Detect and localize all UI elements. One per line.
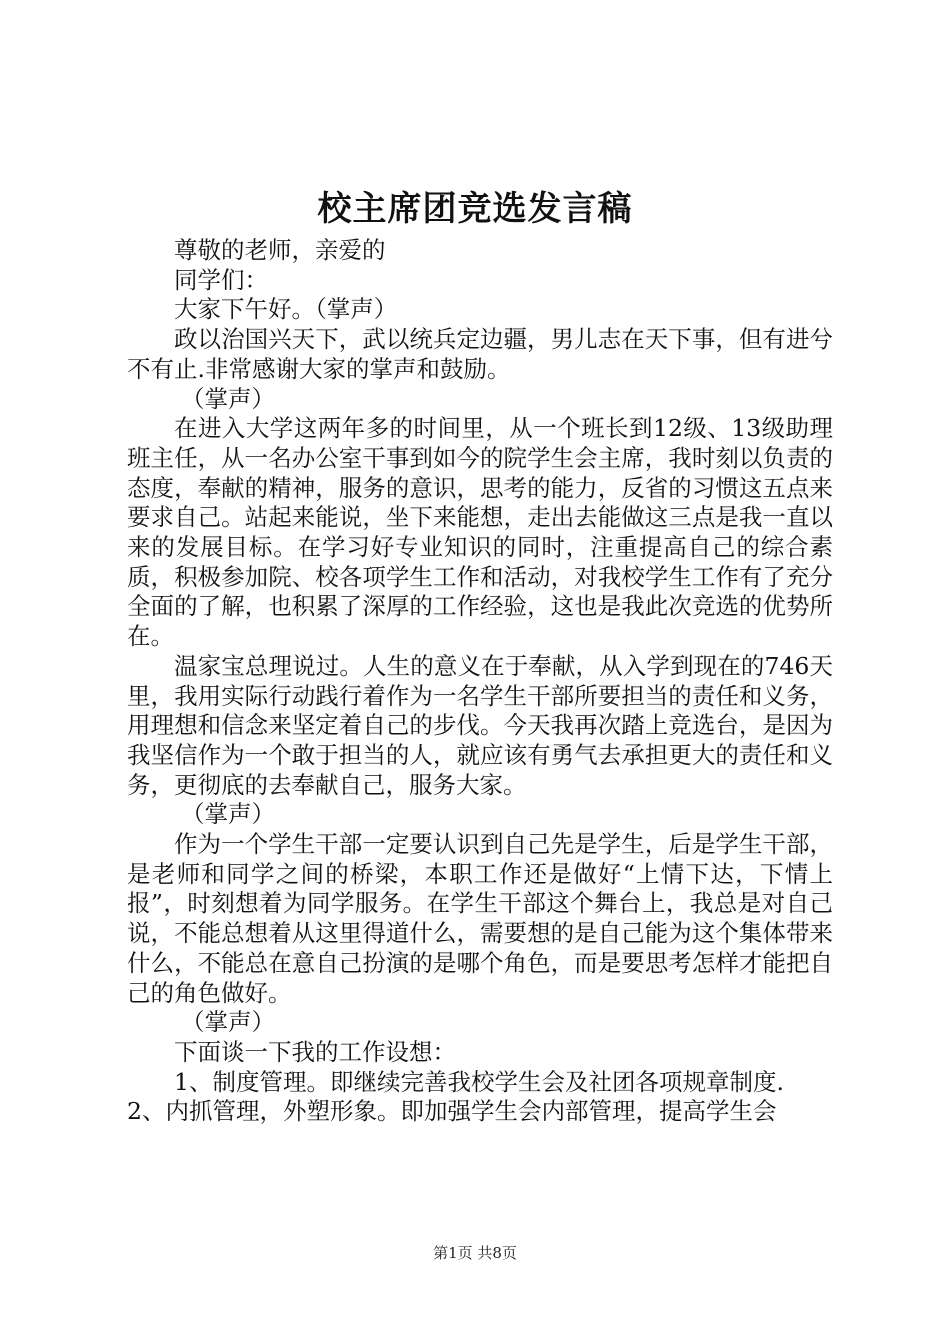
paragraph-applause: （掌声） — [181, 384, 276, 413]
paragraph-plan-item-2: 2、内抓管理，外塑形象。即加强学生会内部管理，提高学生会 — [127, 1097, 777, 1126]
document-title: 校主席团竞选发言稿 — [317, 189, 633, 229]
paragraph-opening: 政以治国兴天下，武以统兵定边疆，男儿志在天下事，但有进兮不有止.非常感谢大家的掌声和鼓励。 — [127, 325, 833, 383]
paragraph-salutation-2: 同学们： — [174, 265, 268, 294]
paragraph-salutation-1: 尊敬的老师，亲爱的 — [174, 236, 386, 264]
paragraph-plan-intro: 下面谈一下我的工作设想： — [174, 1037, 456, 1066]
paragraph-dedication: 温家宝总理说过。人生的意义在于奉献，从入学到现在的746天里，我用实际行动践行着作为一名学生干部所要担当的责任和义务，用理想和信念来坚定着自己的步伐。今天我再次踏上竞选台，是因为我坚信作为一个敢于担当的人，就应该有勇气去承担更大的责任和义务，更彻底的去奉献自己，服务大家。 — [127, 651, 833, 799]
document-body — [127, 236, 833, 1127]
paragraph-greeting: 大家下午好。（掌声） — [174, 295, 398, 324]
paragraph-experience: 在进入大学这两年多的时间里，从一个班长到12级、13级助理班主任，从一名办公室干事到如今的院学生会主席，我时刻以负责的态度，奉献的精神，服务的意识，思考的能力，反省的习惯这五点来要求自己。站起来能说，坐下来能想，走出去能做这三点是我一直以来的发展目标。在学习好专业知识的同时，注重提高自己的综合素质，积极参加院、校各项学生工作和活动，对我校学生工作有了充分全面的了解，也积累了深厚的工作经验，这也是我此次竞选的优势所在。 — [127, 414, 833, 651]
paragraph-role: 作为一个学生干部一定要认识到自己先是学生，后是学生干部，是老师和同学之间的桥梁，本职工作还是做好“上情下达，下情上报”，时刻想着为同学服务。在学生干部这个舞台上，我总是对自己说，不能总想着从这里得道什么，需要想的是自己能为这个集体带来什么，不能总在意自己扮演的是哪个角色，而是要思考怎样才能把自己的角色做好。 — [127, 830, 833, 1007]
page-number-footer: 第1页 共8页 — [433, 1244, 517, 1262]
paragraph-applause: （掌声） — [181, 800, 276, 829]
paragraph-plan-item-1: 1、制度管理。即继续完善我校学生会及社团各项规章制度. — [174, 1067, 784, 1096]
paragraph-applause: （掌声） — [181, 1008, 276, 1037]
